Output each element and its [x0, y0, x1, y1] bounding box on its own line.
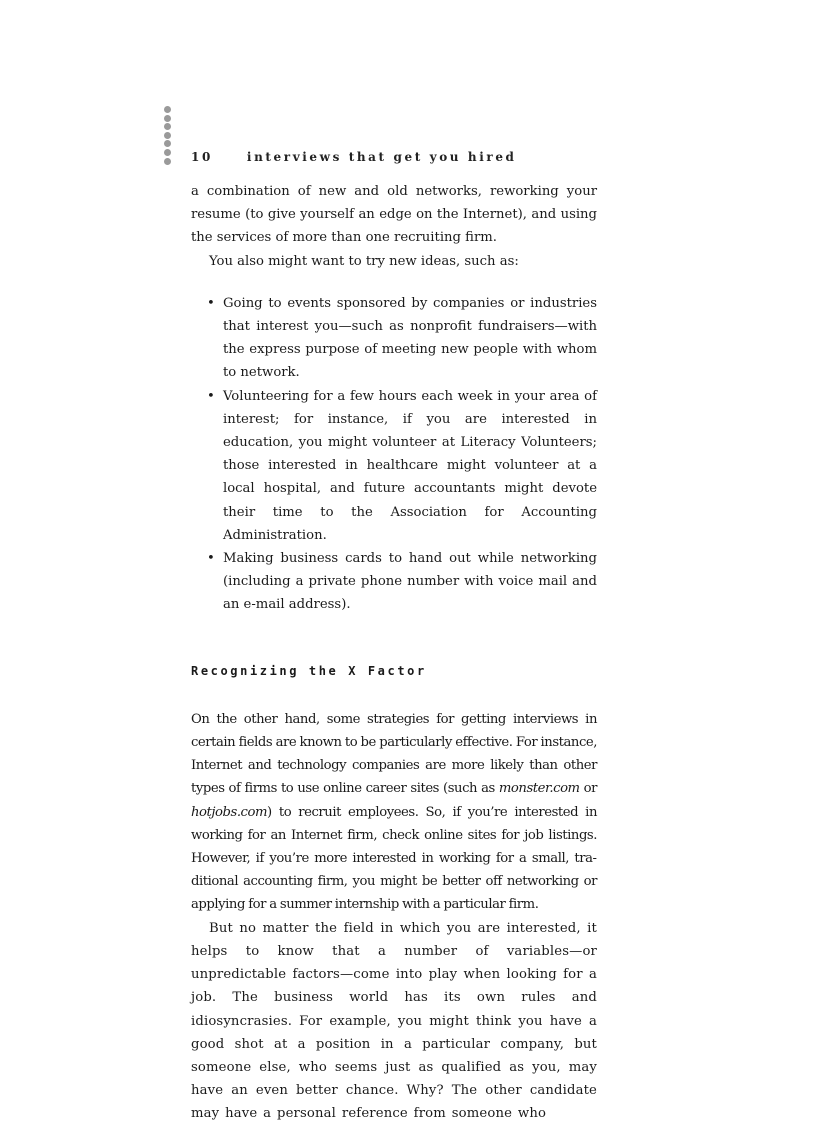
section-heading: Recognizing the X Factor [191, 663, 427, 678]
page-body [191, 180, 597, 1126]
paragraph: a combination of new and old networks, reworking your resume (to give yourself an edge on the Internet), and using the services of more than one recruiting firm. [191, 184, 597, 246]
running-header [191, 150, 517, 164]
paragraph: You also might want to try new ideas, such as: [209, 253, 519, 269]
running-title: interviews that get you hired [246, 150, 517, 164]
paragraph-text: On the other hand, some strategies for getting interviews in certain fields are known to be particularly effective. For instance, Internet and technology companies are more likely than other types of firms to use online career sites (such as [191, 711, 597, 797]
paragraph-text: ) to recruit employees. So, if you’re interested in working for an Internet firm, check online sites for job listings. However, if you’re more interested in working for a small, traditional accounting firm, you might be better off networking or applying for a summer internship with a particular firm. [191, 804, 597, 913]
page-number: 10 [191, 150, 213, 164]
website-name: hotjobs.com [191, 804, 268, 820]
dot [164, 158, 171, 165]
list-item [191, 385, 597, 547]
list-item [191, 547, 597, 617]
list-item [191, 292, 597, 385]
bullet-icon: • [207, 388, 215, 404]
dot [164, 149, 171, 156]
dot [164, 123, 171, 130]
bullet-list [191, 292, 597, 617]
paragraph [191, 708, 597, 917]
margin-dots-ornament [164, 106, 172, 166]
paragraph: But no matter the field in which you are interested, it helps to know that a number of variables—or unpredictable factors—come into play when looking for a job. The business world has its own rules and idiosyncrasies. For example, you might think you have a good shot at a position in a particular company, but someone else, who seems just as qualified as you, may have an even better chance. Why? The other candidate may have a personal reference from someone who [191, 920, 597, 1122]
dot [164, 132, 171, 139]
list-item-text: Volunteering for a few hours each week in your area of interest; for instance, if you are interested in education, you might volunteer at Literacy Volunteers; those interested in healthcare might volunteer at a local hospital, and future accountants might devote their time to the Association for Accounting Administration. [223, 388, 597, 543]
dot [164, 140, 171, 147]
bullet-icon: • [207, 295, 215, 311]
paragraph-text: or [579, 781, 598, 797]
list-item-text: Going to events sponsored by companies or industries that interest you—such as nonprofit fundraisers—with the express purpose of meeting new people with whom to network. [223, 295, 597, 381]
bullet-icon: • [207, 551, 215, 567]
dot [164, 106, 171, 113]
dot [164, 115, 171, 122]
website-name: monster.com [498, 781, 580, 797]
list-item-text: Making business cards to hand out while networking (including a private phone number with voice mail and an e-mail address). [223, 551, 597, 613]
